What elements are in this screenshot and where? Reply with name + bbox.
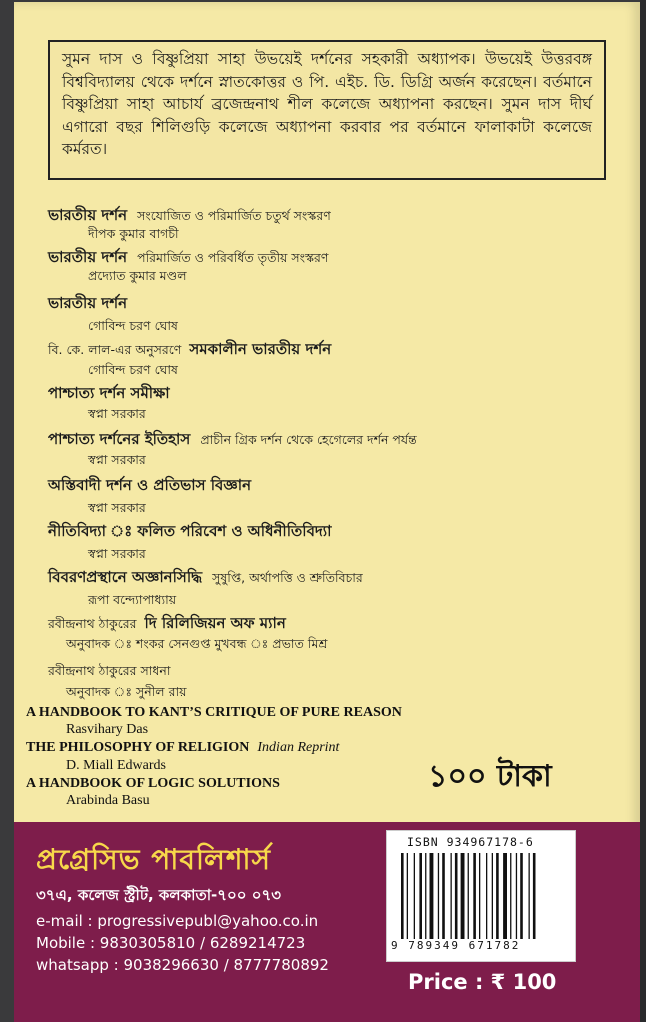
book-author: স্বপ্না সরকার [88,452,146,467]
book-title: ভারতীয় দর্শন [48,294,128,312]
publisher-email: e-mail : progressivepubl@yahoo.co.in [36,912,319,930]
book-author-en: Rasvihary Das [66,722,149,737]
book-author-en: Arabinda Basu [66,793,150,808]
book-entry [48,660,170,683]
publisher-name: প্রগ্রেসিভ পাবলিশার্স [36,843,272,876]
book-author: অনুবাদক ঃ সুনীল রায় [66,684,187,699]
book-title-en: THE PHILOSOPHY OF RELIGION [26,740,250,755]
price-bengali: ১০০ টাকা [428,759,552,794]
book-author: গোবিন্দ চরণ ঘোষ [88,318,178,333]
book-author: স্বপ্না সরকার [88,500,146,515]
book-title: নীতিবিদ্যা ঃ ফলিত পরিবেশ ও অধিনীতিবিদ্যা [48,522,332,540]
book-author: অনুবাদক ঃ শংকর সেনগুপ্ত মুখবন্ধ ঃ প্রভাত মিশ্র [66,636,328,651]
publisher-address: ৩৭এ, কলেজ স্ট্রীট, কলকাতা-৭০০ ০৭৩ [36,886,282,904]
book-entry [48,612,286,637]
book-prefix: রবীন্দ্রনাথ ঠাকুরের [48,616,137,631]
book-title: ভারতীয় দর্শন [48,248,128,266]
book-entry [48,566,363,591]
book-prefix: রবীন্দ্রনাথ ঠাকুরের সাধনা [48,663,171,678]
book-entry [48,428,417,453]
book-subtitle: সুষুপ্তি, অর্থাপত্তি ও শ্রুতিবিচার [212,570,363,585]
book-title: দি রিলিজিয়ন অফ ম্যান [144,614,286,632]
barcode-bars [401,853,561,939]
background-edge [640,0,646,1022]
book-author-en: D. Miall Edwards [66,758,166,773]
book-title-en: A HANDBOOK TO KANT’S CRITIQUE OF PURE REASON [26,705,402,720]
book-author: প্রদ্যোত কুমার মণ্ডল [88,268,187,283]
book-entry [48,292,127,317]
isbn-label: ISBN 934967178-6 [407,835,534,849]
book-title: ভারতীয় দর্শন [48,206,128,224]
book-title-en: A HANDBOOK OF LOGIC SOLUTIONS [26,776,280,791]
book-entry [48,338,331,363]
book-author: স্বপ্না সরকার [88,546,146,561]
author-bio-text: সুমন দাস ও বিষ্ণুপ্রিয়া সাহা উভয়েই দর্শনের সহকারী অধ্যাপক। উভয়েই উত্তরবঙ্গ বিশ্ববিদ্যালয় থেকে দর্শনে স্নাতকোত্তর ও পি. এইচ. ডি. ডিগ্রি অর্জন করেছেন। বর্তমানে বিষ্ণুপ্রিয়া সাহা আচার্য ব্রজেন্দ্রনাথ শীল কলেজে অধ্যাপনা করছেন। সুমন দাস দীর্ঘ এগারো বছর শিলিগুড়ি কলেজে অধ্যাপনা করবার পর বর্তমানে ফালাকাটা কলেজে কর্মরত। [62,50,592,158]
book-author: রূপা বন্দ্যোপাধ্যায় [88,592,177,607]
book-title: সমকালীন ভারতীয় দর্শন [189,340,332,358]
author-bio-box [48,40,606,180]
publisher-whatsapp: whatsapp : 9038296630 / 8777780892 [36,956,329,974]
book-title: পাশ্চাত্য দর্শনের ইতিহাস [48,430,191,448]
book-entry [48,382,170,407]
book-subtitle: প্রাচীন গ্রিক দর্শন থেকে হেগেলের দর্শন পর্যন্ত [200,432,417,447]
book-author: দীপক কুমার বাগচী [88,226,179,241]
book-title: পাশ্চাত্য দর্শন সমীক্ষা [48,384,170,402]
publisher-mobile: Mobile : 9830305810 / 6289214723 [36,934,306,952]
book-author: গোবিন্দ চরণ ঘোষ [88,362,178,377]
book-title: অস্তিবাদী দর্শন ও প্রতিভাস বিজ্ঞান [48,476,252,494]
book-author: স্বপ্না সরকার [88,406,146,421]
book-entry [48,520,332,545]
book-subtitle: সংযোজিত ও পরিমার্জিত চতুর্থ সংস্করণ [137,208,331,223]
book-entry-en [26,740,339,756]
book-subtitle: পরিমার্জিত ও পরিবর্ধিত তৃতীয় সংস্করণ [137,250,329,265]
book-subtitle-en: Indian Reprint [257,740,340,755]
price-english: Price : ₹ 100 [408,970,557,994]
book-prefix: বি. কে. লাল-এর অনুসরণে [48,342,182,357]
barcode-digits: 9 789349 671782 [391,939,521,952]
barcode [386,830,576,962]
book-entry [48,474,251,499]
book-title: বিবরণপ্রস্থানে অজ্ঞানসিদ্ধি [48,568,203,586]
